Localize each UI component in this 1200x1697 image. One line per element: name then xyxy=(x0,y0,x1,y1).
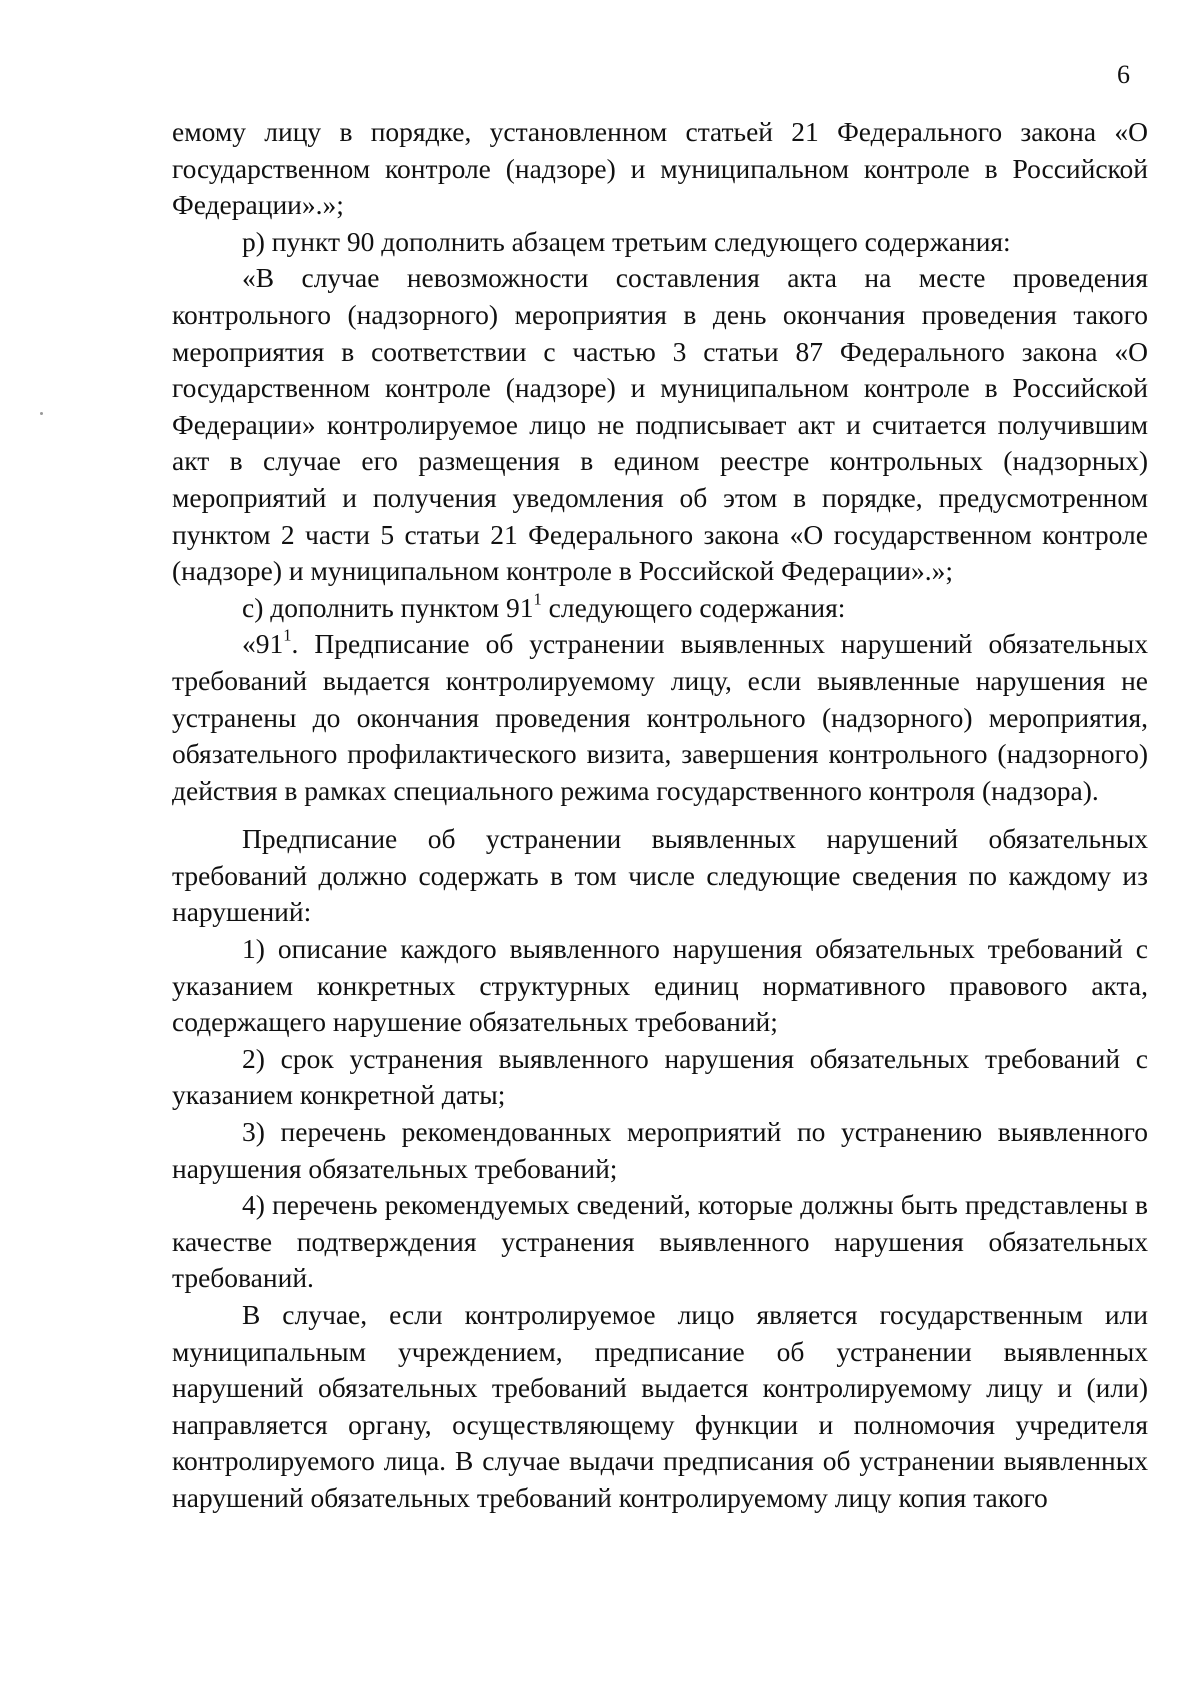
list-item-4: 4) перечень рекомендуемых сведений, которые должны быть представлены в качестве подтверждения устранения выявленного нарушения обязательных требований. xyxy=(172,1189,1148,1294)
scan-speck xyxy=(40,412,43,415)
page-number: 6 xyxy=(1117,60,1130,89)
list-item-1: 1) описание каждого выявленного нарушения обязательных требований с указанием конкретных структурных единиц нормативного правового акта, содержащего нарушение обязательных требований; xyxy=(172,933,1148,1038)
paragraph-item-s xyxy=(172,590,1148,627)
item-91-text-before: «91 xyxy=(242,628,284,660)
item-s-text-after: следующего содержания: xyxy=(541,591,846,623)
document-text xyxy=(172,114,1148,1517)
item-s-text-before: с) дополнить пунктом 91 xyxy=(242,591,534,623)
list-item-2: 2) срок устранения выявленного нарушения обязательных требований с указанием конкретной даты; xyxy=(172,1042,1148,1111)
paragraph-quote-act: «В случае невозможности составления акта на месте проведения контрольного (надзорного) мероприятия в день окончания проведения такого мероприятия в соответствии с частью 3 статьи 87 Федерального закона «О государственном контроле (надзоре) и муниципальном контроле в Российской Федерации» контролируемое лицо не подписывает акт и считается получившим акт в случае его размещения в едином реестре контрольных (надзорных) мероприятий и получения уведомления об этом в порядке, предусмотренном пунктом 2 части 5 статьи 21 Федерального закона «О государственном контроле (надзоре) и муниципальном контроле в Российской Федерации».»; xyxy=(172,262,1148,587)
item-s-superscript: 1 xyxy=(533,589,542,609)
paragraph-state-institution: В случае, если контролируемое лицо является государственным или муниципальным учреждением, предписание об устранении выявленных нарушений обязательных требований выдается контролируемому лицу и (или) направляется органу, осуществляющему функции и полномочия учредителя контролируемого лица. В случае выдачи предписания об устранении выявленных нарушений обязательных требований контролируемому лицу копия такого xyxy=(172,1299,1148,1513)
paragraph-prescription-content: Предписание об устранении выявленных нарушений обязательных требований должно содержать в том числе следующие сведения по каждому из нарушений: xyxy=(172,823,1148,928)
item-91-superscript: 1 xyxy=(283,625,292,645)
paragraph-continuation: емому лицу в порядке, установленном статьей 21 Федерального закона «О государственном контроле (надзоре) и муниципальном контроле в Российской Федерации».»; xyxy=(172,116,1148,221)
paragraph-91-1 xyxy=(172,626,1148,809)
paragraph-item-r: р) пункт 90 дополнить абзацем третьим следующего содержания: xyxy=(242,225,1011,257)
list-item-3: 3) перечень рекомендованных мероприятий по устранению выявленного нарушения обязательных требований; xyxy=(172,1116,1148,1184)
item-91-text-after: . Предписание об устранении выявленных нарушений обязательных требований выдается контролируемому лицу, если выявленные нарушения не устранены до окончания проведения контрольного (надзорного) мероприятия, обязательного профилактического визита, завершения контрольного (надзорного) действия в рамках специального режима государственного контроля (надзора). xyxy=(172,628,1148,806)
